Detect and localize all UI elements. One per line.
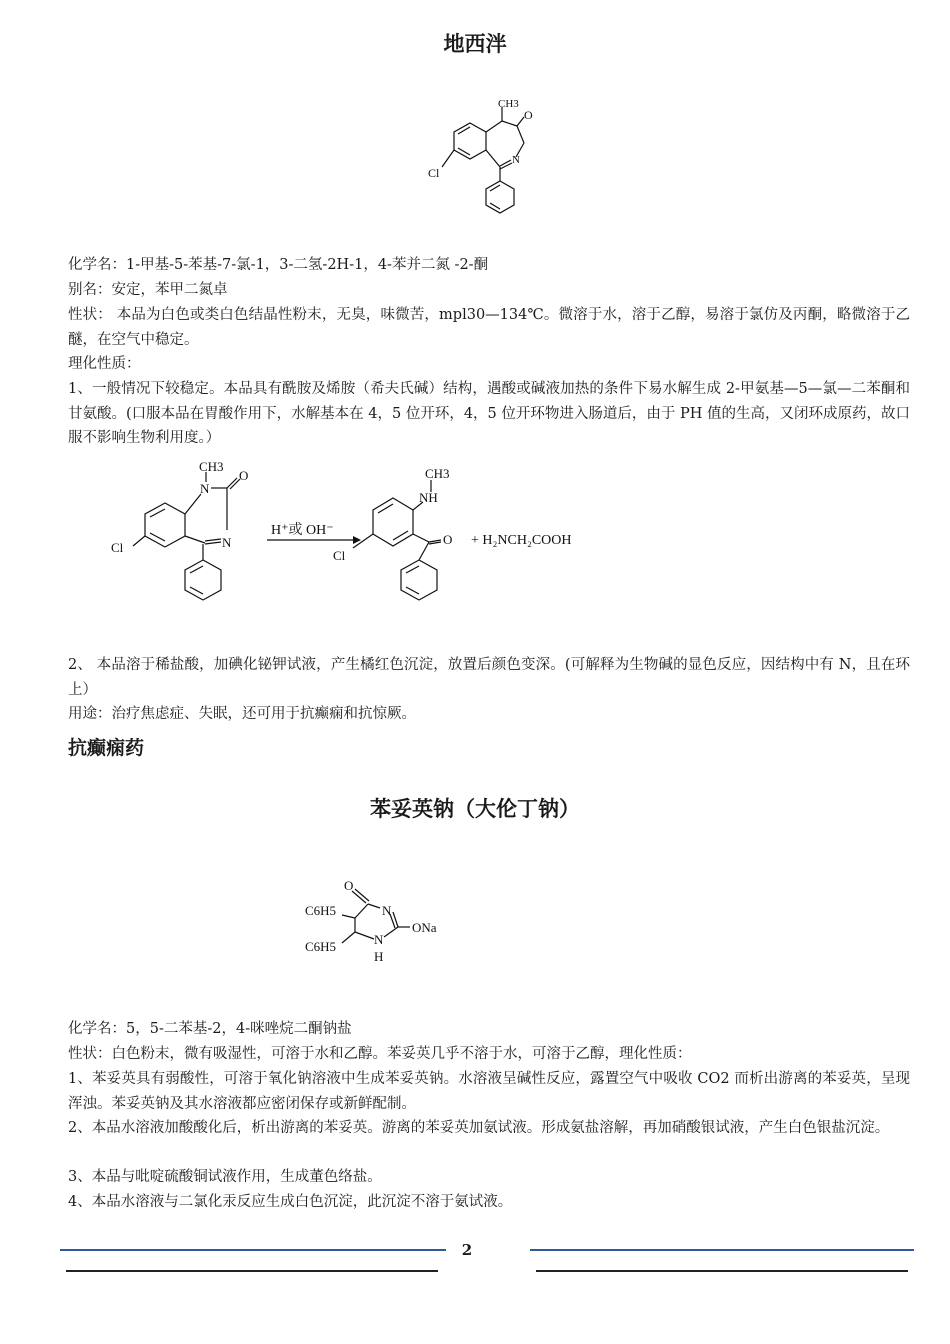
reactant-chlorine-label: Cl [111, 540, 124, 555]
physchem-heading: 理化性质： [68, 356, 141, 372]
phenytoin-point-1: 1、苯妥英具有弱酸性，可溶于氧化钠溶液中生成苯妥英钠。水溶液呈碱性反应，露置空气中吸收 CO2 而析出游离的苯妥英，呈现浑浊。苯妥英钠及其水溶液都应密闭保存或新鲜配制。 [68, 1071, 910, 1112]
product-chlorine-label: Cl [333, 548, 346, 563]
footer-rule-right-upper [530, 1249, 914, 1251]
diazepam-chemical-name: 化学名：1-甲基-5-苯基-7-氯-1，3-二氢-2H-1，4-苯并二氮 -2-酮 [68, 257, 489, 273]
page-title-phenytoin-sodium: 苯妥英钠（大伦丁钠） [370, 797, 580, 821]
reactant-n1-label: N [200, 481, 210, 496]
page-number: 2 [461, 1241, 473, 1259]
product-aminobenzophenone [333, 466, 452, 600]
footer-rule-right-lower [536, 1270, 908, 1272]
glycine-product: + H₂NCH₂COOH [471, 533, 572, 548]
product-methyl-label: CH3 [425, 466, 450, 481]
reaction-arrow [267, 522, 361, 544]
footer-rule-left-upper [60, 1249, 446, 1251]
ring-nitrogen-label: N [512, 154, 520, 166]
phenytoin-point-2: 2、本品水溶液加酸酸化后，析出游离的苯妥英。游离的苯妥英加氨试液。形成氨盐溶解，再加硝酸银试液，产生白色银盐沉淀。 [68, 1120, 890, 1136]
phenytoin-h-label: H [374, 949, 384, 964]
reactant-diazepam [111, 459, 248, 600]
carbonyl-oxygen-label: O [524, 108, 533, 122]
footer-rule-left-lower [66, 1270, 438, 1272]
phenyl-group-2-label: C6H5 [305, 939, 337, 954]
diazepam-structure [420, 95, 560, 225]
chlorine-label: Cl [428, 166, 440, 180]
phenytoin-point-3: 3、本品与吡啶硫酸铜试液作用，生成董色络盐。 [68, 1169, 382, 1185]
phenytoin-chemical-name: 化学名：5，5-二苯基-2，4-咪唑烷二酮钠盐 [68, 1021, 352, 1037]
diazepam-alias: 别名：安定，苯甲二氮卓 [68, 282, 228, 298]
phenyl-group-1-label: C6H5 [305, 903, 337, 918]
phenytoin-sodium-structure [300, 875, 460, 970]
section-heading-antiepileptics: 抗癫痫药 [68, 737, 145, 759]
product-oxygen-label: O [443, 532, 453, 547]
diazepam-point-1: 1、一般情况下较稳定。本品具有酰胺及烯胺（希夫氏碱）结构，遇酸或碱液加热的条件下易水解生成 2-甲氨基—5—氯—二苯酮和甘氨酸。(口服本品在胃酸作用下，水解基本在 4，5 位开环，4，5 位开环物进入肠道后，由于 PH 值的生高，又闭环成原药，故口服不影响生物利用度。） [68, 381, 911, 446]
reaction-condition: H⁺或 OH⁻ [271, 523, 334, 538]
phenytoin-point-4: 4、本品水溶液与二氯化汞反应生成白色沉淀，此沉淀不溶于氨试液。 [68, 1194, 513, 1210]
reactant-oxygen-label: O [239, 468, 249, 483]
product-nh-label: NH [419, 490, 438, 505]
page-title-diazepam: 地西泮 [443, 32, 507, 56]
phenytoin-oxygen-label: O [344, 878, 354, 893]
reactant-n4-label: N [222, 535, 232, 550]
reactant-methyl-label: CH3 [199, 459, 224, 474]
diazepam-properties: 性状： 本品为白色或类白色结晶性粉末，无臭，味微苦，mpl30—134℃。微溶于水，溶于乙醇，易溶于氯仿及丙酮，略微溶于乙醚，在空气中稳定。 [68, 307, 910, 348]
diazepam-usage: 用途：治疗焦虑症、失眠，还可用于抗癫痫和抗惊厥。 [68, 706, 416, 722]
phenytoin-ona-label: ONa [412, 920, 437, 935]
phenytoin-n3-label: N [382, 903, 392, 918]
phenytoin-n1-label: N [374, 932, 384, 947]
methyl-label: CH3 [498, 98, 519, 110]
hydrolysis-reaction-scheme [105, 458, 605, 628]
diazepam-point-2: 2、 本品溶于稀盐酸，加碘化铋钾试液，产生橘红色沉淀，放置后颜色变深。(可解释为生物碱的显色反应，因结构中有 N，且在环上） [68, 657, 910, 698]
phenytoin-properties: 性状：白色粉末，微有吸湿性，可溶于水和乙醇。苯妥英几乎不溶于水，可溶于乙醇，理化性质： [68, 1046, 692, 1062]
